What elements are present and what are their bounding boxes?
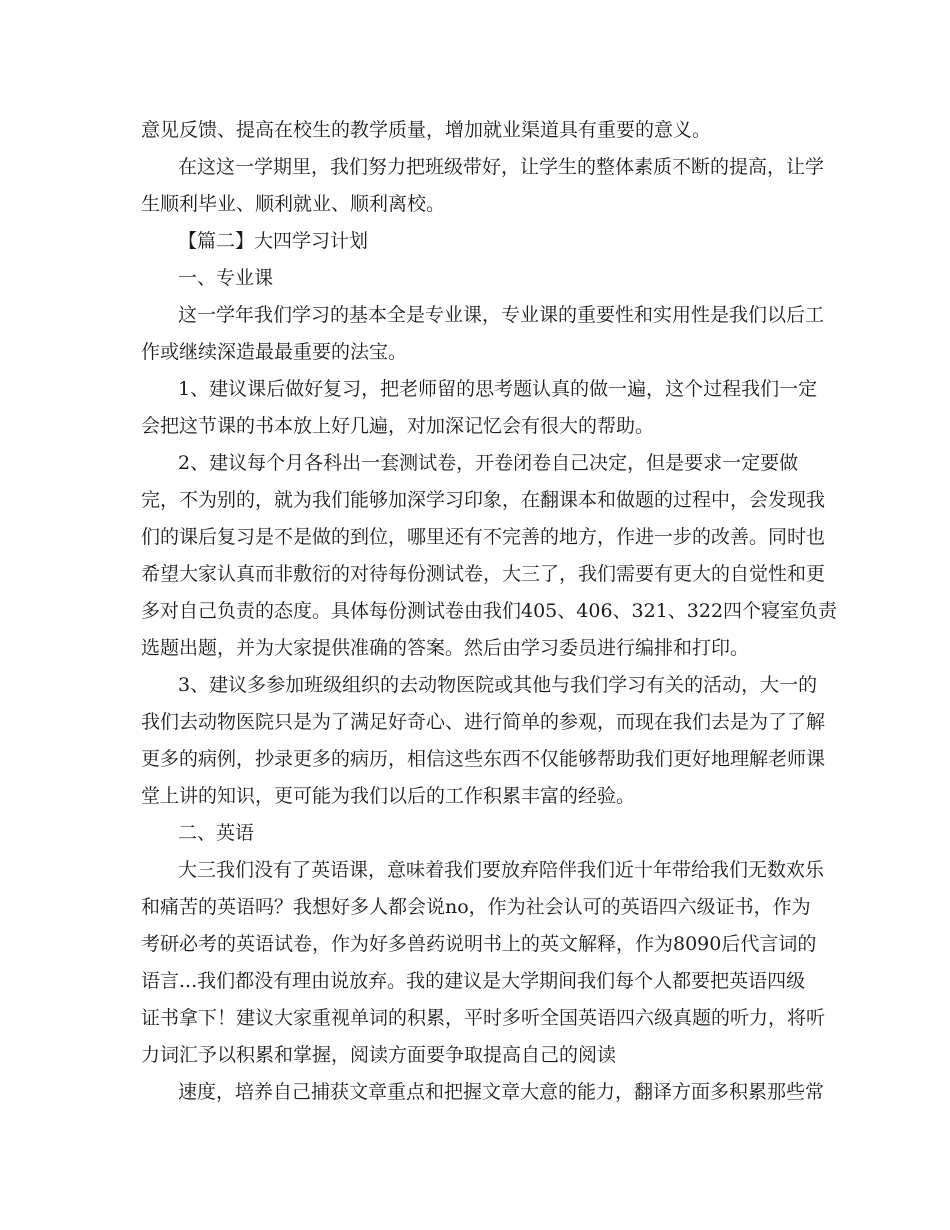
text-line: 语言...我们都没有理由说放弃。我的建议是大学期间我们每个人都要把英语四级	[141, 970, 806, 992]
text-line: 力词汇予以积累和掌握，阅读方面要争取提高自己的阅读	[141, 1044, 617, 1066]
text-line: 在这这一学期里，我们努力把班级带好，让学生的整体素质不断的提高，让学	[178, 156, 825, 178]
text-line: 多对自己负责的态度。具体每份测试卷由我们405、406、321、322四个寝室负责	[141, 600, 838, 622]
text-line: 大三我们没有了英语课，意味着我们要放弃陪伴我们近十年带给我们无数欢乐	[178, 859, 825, 881]
text-line: 我们去动物医院只是为了满足好奇心、进行简单的参观，而现在我们去是为了了解	[141, 711, 826, 733]
subsection-heading: 二、英语	[178, 822, 255, 844]
text-line: 作或继续深造最最重要的法宝。	[141, 341, 408, 363]
text-line: 堂上讲的知识，更可能为我们以后的工作积累丰富的经验。	[141, 785, 636, 807]
text-line: 速度，培养自己捕获文章重点和把握文章大意的能力，翻译方面多积累那些常	[178, 1081, 825, 1103]
text-line: 考研必考的英语试卷，作为好多兽药说明书上的英文解释，作为8090后代言词的	[141, 933, 817, 955]
text-line: 会把这节课的书本放上好几遍，对加深记忆会有很大的帮助。	[141, 415, 655, 437]
text-line: 这一学年我们学习的基本全是专业课，专业课的重要性和实用性是我们以后工	[178, 304, 825, 326]
text-line: 1、建议课后做好复习，把老师留的思考题认真的做一遍，这个过程我们一定	[178, 378, 818, 400]
text-line: 们的课后复习是不是做的到位，哪里还有不完善的地方，作进一步的改善。同时也	[141, 526, 826, 548]
text-line: 选题出题，并为大家提供准确的答案。然后由学习委员进行编排和打印。	[141, 637, 750, 659]
text-line: 意见反馈、提高在校生的教学质量，增加就业渠道具有重要的意义。	[141, 119, 712, 141]
text-line: 和痛苦的英语吗？我想好多人都会说no，作为社会认可的英语四六级证书，作为	[141, 896, 811, 918]
text-line: 3、建议多参加班级组织的去动物医院或其他与我们学习有关的活动，大一的	[178, 674, 818, 696]
text-line: 生顺利毕业、顺利就业、顺利离校。	[141, 193, 446, 215]
subsection-heading: 一、专业课	[178, 267, 274, 289]
text-line: 证书拿下！建议大家重视单词的积累，平时多听全国英语四六级真题的听力，将听	[141, 1007, 826, 1029]
text-line: 2、建议每个月各科出一套测试卷，开卷闭卷自己决定，但是要求一定要做	[178, 452, 799, 474]
text-line: 完，不为别的，就为我们能够加深学习印象，在翻课本和做题的过程中，会发现我	[141, 489, 826, 511]
text-line: 希望大家认真而非敷衍的对待每份测试卷，大三了，我们需要有更大的自觉性和更	[141, 563, 826, 585]
section-heading: 【篇二】大四学习计划	[178, 230, 369, 252]
text-line: 更多的病例，抄录更多的病历，相信这些东西不仅能够帮助我们更好地理解老师课	[141, 748, 826, 770]
